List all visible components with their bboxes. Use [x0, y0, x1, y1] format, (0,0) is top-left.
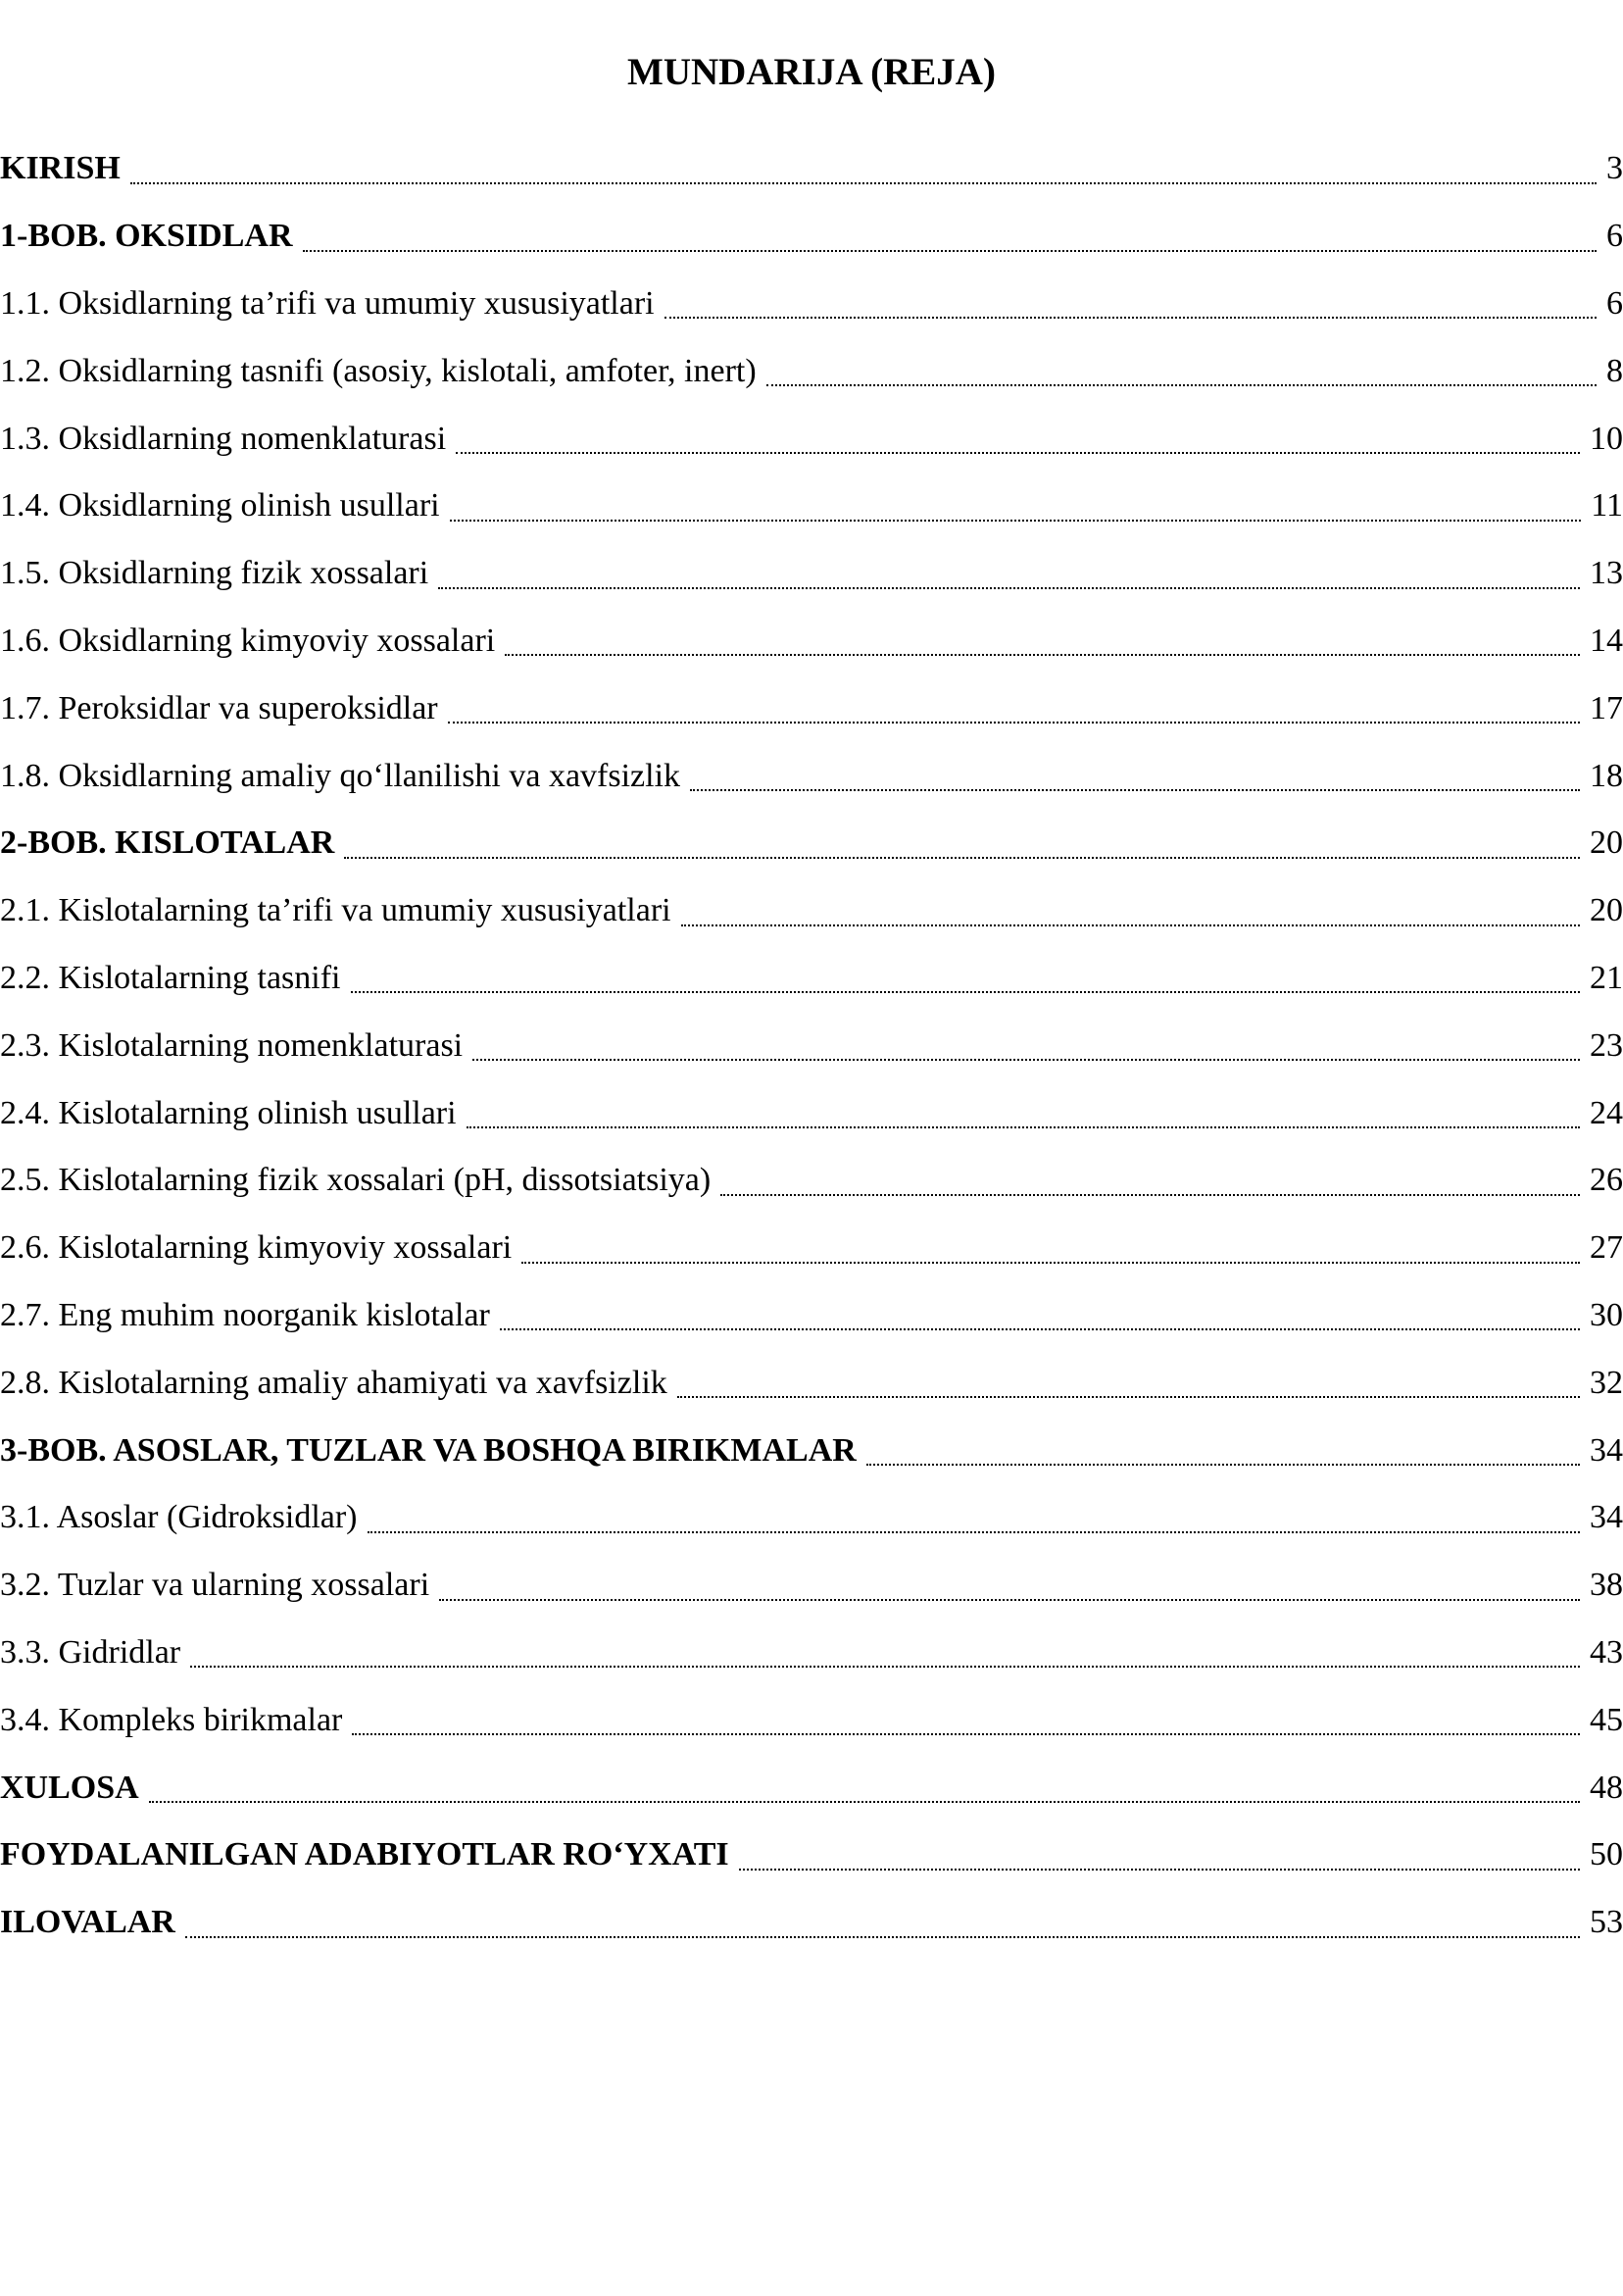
toc-entry-page-number: 21: [1590, 959, 1623, 996]
toc-entry-label: 3.2. Tuzlar va ularning xossalari: [0, 1567, 430, 1604]
toc-section-entry: [0, 1620, 1623, 1687]
toc-entry-label: 2.7. Eng muhim noorganik kislotalar: [0, 1296, 490, 1333]
toc-entry-label: 2-BOB. KISLOTALAR: [0, 824, 335, 862]
toc-section-entry: [0, 674, 1623, 742]
dot-leader: [456, 405, 1580, 454]
dot-leader: [448, 674, 1580, 724]
toc-section-entry: [0, 1484, 1623, 1552]
toc-section-entry: [0, 1552, 1623, 1620]
toc-entry-page-number: 26: [1590, 1162, 1623, 1199]
toc-chapter-entry: [0, 1889, 1623, 1957]
toc-section-entry: [0, 1282, 1623, 1350]
toc-entry-page-number: 10: [1590, 420, 1623, 457]
dot-leader: [368, 1484, 1580, 1533]
toc-entry-page-number: 30: [1590, 1296, 1623, 1333]
dot-leader: [130, 135, 1597, 184]
toc-entry-label: 2.2. Kislotalarning tasnifi: [0, 959, 341, 996]
toc-chapter-entry: [0, 203, 1623, 271]
toc-chapter-entry: [0, 1822, 1623, 1889]
toc-entry-label: XULOSA: [0, 1769, 139, 1806]
toc-entry-page-number: 8: [1606, 352, 1623, 389]
dot-leader: [720, 1147, 1580, 1196]
dot-leader: [739, 1822, 1580, 1871]
toc-entry-label: ILOVALAR: [0, 1904, 175, 1941]
toc-entry-label: 1.7. Peroksidlar va superoksidlar: [0, 689, 438, 726]
dot-leader: [149, 1754, 1580, 1803]
dot-leader: [185, 1889, 1580, 1938]
dot-leader: [439, 1552, 1580, 1601]
dot-leader: [303, 203, 1598, 252]
toc-section-entry: [0, 540, 1623, 608]
toc-entry-page-number: 50: [1590, 1836, 1623, 1873]
dot-leader: [351, 945, 1580, 994]
dot-leader: [344, 810, 1580, 859]
toc-section-entry: [0, 473, 1623, 540]
toc-entry-label: 3.1. Asoslar (Gidroksidlar): [0, 1499, 358, 1536]
dot-leader: [472, 1012, 1580, 1061]
toc-entry-page-number: 48: [1590, 1769, 1623, 1806]
toc-entry-page-number: 45: [1590, 1701, 1623, 1738]
table-of-contents: [0, 135, 1623, 1957]
toc-entry-label: 2.3. Kislotalarning nomenklaturasi: [0, 1026, 464, 1064]
toc-section-entry: [0, 1012, 1623, 1079]
toc-entry-label: 2.8. Kislotalarning amaliy ahamiyati va xavfsizlik: [0, 1364, 667, 1401]
dot-leader: [766, 337, 1597, 386]
dot-leader: [450, 473, 1582, 522]
toc-entry-page-number: 6: [1606, 284, 1623, 322]
toc-entry-page-number: 17: [1590, 689, 1623, 726]
toc-entry-page-number: 3: [1606, 150, 1623, 187]
toc-entry-label: 2.4. Kislotalarning olinish usullari: [0, 1094, 457, 1131]
toc-section-entry: [0, 608, 1623, 675]
toc-entry-label: 1.2. Oksidlarning tasnifi (asosiy, kislotali, amfoter, inert): [0, 352, 757, 389]
toc-section-entry: [0, 1686, 1623, 1754]
toc-entry-label: 1.6. Oksidlarning kimyoviy xossalari: [0, 622, 496, 659]
toc-chapter-entry: [0, 1754, 1623, 1822]
toc-section-entry: [0, 405, 1623, 473]
toc-entry-page-number: 32: [1590, 1364, 1623, 1401]
dot-leader: [681, 877, 1580, 926]
dot-leader: [505, 608, 1580, 657]
toc-section-entry: [0, 271, 1623, 338]
dot-leader: [521, 1215, 1580, 1264]
toc-entry-label: 1-BOB. OKSIDLAR: [0, 218, 293, 255]
toc-section-entry: [0, 742, 1623, 810]
toc-entry-page-number: 34: [1590, 1499, 1623, 1536]
toc-entry-page-number: 13: [1590, 555, 1623, 592]
toc-entry-page-number: 27: [1590, 1229, 1623, 1267]
toc-section-entry: [0, 1215, 1623, 1282]
toc-section-entry: [0, 1349, 1623, 1417]
dot-leader: [690, 742, 1580, 791]
toc-entry-page-number: 53: [1590, 1904, 1623, 1941]
toc-entry-label: 1.4. Oksidlarning olinish usullari: [0, 487, 440, 524]
dot-leader: [438, 540, 1580, 589]
toc-chapter-entry: [0, 135, 1623, 203]
toc-entry-page-number: 14: [1590, 622, 1623, 659]
toc-entry-label: 1.5. Oksidlarning fizik xossalari: [0, 555, 429, 592]
toc-entry-page-number: 6: [1606, 218, 1623, 255]
toc-section-entry: [0, 337, 1623, 405]
toc-entry-label: KIRISH: [0, 150, 121, 187]
toc-section-entry: [0, 1147, 1623, 1215]
toc-chapter-entry: [0, 810, 1623, 877]
toc-entry-label: 1.1. Oksidlarning ta’rifi va umumiy xususiyatlari: [0, 284, 655, 322]
toc-entry-label: 2.6. Kislotalarning kimyoviy xossalari: [0, 1229, 513, 1267]
page-title: MUNDARIJA (REJA): [627, 51, 996, 93]
dot-leader: [664, 271, 1597, 320]
toc-section-entry: [0, 945, 1623, 1013]
toc-entry-label: 3.3. Gidridlar: [0, 1633, 181, 1671]
toc-entry-page-number: 18: [1590, 757, 1623, 794]
toc-section-entry: [0, 1079, 1623, 1147]
toc-entry-page-number: 23: [1590, 1026, 1623, 1064]
toc-entry-label: 2.1. Kislotalarning ta’rifi va umumiy xususiyatlari: [0, 892, 671, 929]
toc-entry-page-number: 34: [1590, 1431, 1623, 1469]
toc-entry-label: 3.4. Kompleks birikmalar: [0, 1701, 343, 1738]
toc-entry-page-number: 11: [1591, 487, 1623, 524]
toc-entry-label: 1.3. Oksidlarning nomenklaturasi: [0, 420, 447, 457]
dot-leader: [677, 1349, 1580, 1398]
dot-leader: [190, 1620, 1580, 1669]
toc-entry-label: 1.8. Oksidlarning amaliy qo‘llanilishi va xavfsizlik: [0, 757, 681, 794]
dot-leader: [866, 1417, 1580, 1466]
dot-leader: [467, 1079, 1580, 1128]
toc-entry-page-number: 24: [1590, 1094, 1623, 1131]
toc-entry-page-number: 43: [1590, 1633, 1623, 1671]
toc-entry-page-number: 20: [1590, 892, 1623, 929]
toc-entry-page-number: 20: [1590, 824, 1623, 862]
toc-chapter-entry: [0, 1417, 1623, 1484]
toc-section-entry: [0, 877, 1623, 945]
toc-entry-label: FOYDALANILGAN ADABIYOTLAR RO‘YXATI: [0, 1836, 729, 1873]
toc-entry-label: 3-BOB. ASOSLAR, TUZLAR VA BOSHQA BIRIKMALAR: [0, 1431, 857, 1469]
toc-entry-page-number: 38: [1590, 1567, 1623, 1604]
toc-entry-label: 2.5. Kislotalarning fizik xossalari (pH, dissotsiatsiya): [0, 1162, 712, 1199]
dot-leader: [500, 1282, 1580, 1331]
dot-leader: [352, 1686, 1580, 1735]
